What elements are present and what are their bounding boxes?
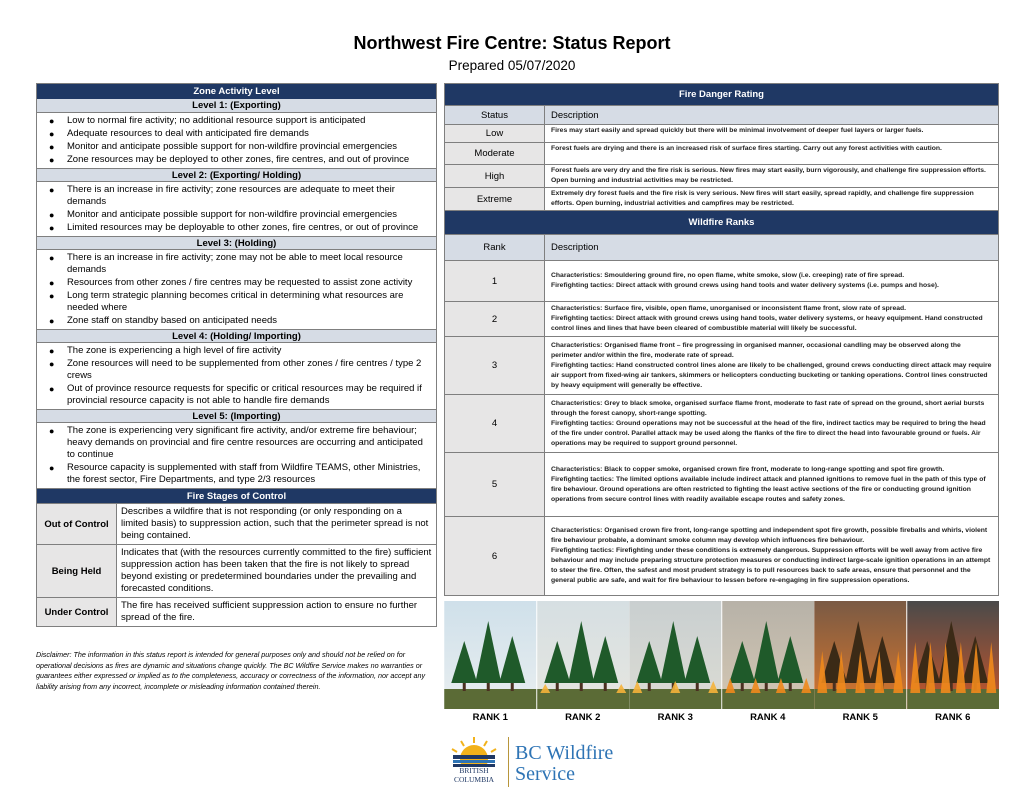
level-item-text: The zone is experiencing very significant fire activity, and/or extreme fire behaviour; heavy demands on provincial and fire centre resources are occurring and anticipated to continue	[67, 425, 423, 460]
rank-tactics: Firefighting tactics: Direct attack with ground crews using hand tools, water delivery systems, or heavy equipment. Hand constructed control lines and lines that have been cleared of combustible material will likely be successful.	[551, 315, 983, 332]
fire-stages-table	[37, 503, 436, 626]
rank-characteristics: Characteristics: Organised crown fire front, long-range spotting and independent spot fire growth, possible fireballs and whirls, violent fire behaviour probable, a dominant smoke column may develop which influences fire behaviour.	[551, 527, 988, 544]
rank-label: RANK 5	[842, 712, 878, 723]
zone-activity-panel	[36, 83, 437, 627]
rank-description	[545, 261, 998, 301]
bullet-icon: ●	[49, 359, 55, 369]
rank-row	[445, 452, 998, 516]
rank-number: 5	[445, 453, 545, 516]
level-item-list	[37, 423, 436, 488]
danger-status: Extreme	[445, 188, 545, 210]
bullet-icon: ●	[49, 291, 55, 301]
fire-danger-rows	[445, 124, 998, 210]
level-item-text: Out of province resource requests for specific or critical resources may be required if provincial resource capacity is not able to handle fire demands	[67, 383, 422, 406]
service-line1: BC Wildfire	[515, 742, 614, 764]
rank-description	[545, 395, 998, 452]
stage-description: The fire has received sufficient suppression action to ensure no further spread of the fire.	[121, 600, 418, 623]
rank-tactics: Firefighting tactics: Firefighting under these conditions is extremely dangerous. Suppression efforts will be well away from active fire behaviour and may include preparing structure protection measures or conducting indirect large-scale ignition operations in an attempt to steer the fire. Often, the safest and most prudent strategy is to pull resources back to safe areas, ensure that personnel and the general public are safe, and wait for fire behaviour to lessen before re-engaging in fire suppression operations.	[551, 547, 991, 584]
rank-number: 4	[445, 395, 545, 452]
british-columbia-text	[445, 767, 503, 784]
bullet-icon: ●	[49, 278, 55, 288]
level-item	[45, 290, 432, 314]
stage-row	[37, 544, 436, 597]
rank-label: RANK 6	[935, 712, 971, 723]
bullet-icon: ●	[49, 346, 55, 356]
level-item-text: Monitor and anticipate possible support for non-wildfire provincial emergencies	[67, 209, 398, 220]
danger-description: Extremely dry forest fuels and the fire risk is very serious. New fires will start easily, spread rapidly, and challenge fire suppression efforts. Open burning, industrial activities and campfires may be restricted.	[551, 190, 974, 207]
stage-name: Out of Control	[37, 504, 117, 544]
fire-stages-header: Fire Stages of Control	[37, 488, 436, 503]
bc-sun-logo-icon	[445, 735, 503, 767]
stage-name: Being Held	[37, 545, 117, 597]
level-item-list	[37, 250, 436, 329]
level-item-text: Monitor and anticipate possible support for non-wildfire provincial emergencies	[67, 141, 398, 152]
rank-row	[445, 336, 998, 394]
bullet-icon: ●	[49, 463, 55, 473]
bullet-icon: ●	[49, 129, 55, 139]
bullet-icon: ●	[49, 155, 55, 165]
rank-number: 6	[445, 517, 545, 595]
danger-description: Forest fuels are very dry and the fire risk is serious. New fires may start easily, burn vigorously, and challenge fire suppression efforts. Open burning and industrial activities may be restricted.	[551, 167, 986, 184]
level-item-list	[37, 182, 436, 236]
bullet-icon: ●	[49, 142, 55, 152]
danger-description: Fires may start easily and spread quickly but there will be minimal involvement of deeper fuel layers or larger fuels.	[551, 127, 924, 134]
danger-status: Low	[445, 125, 545, 142]
forest-fire-scene-icon	[814, 601, 907, 709]
level-item-list	[37, 113, 436, 168]
rank-number: 3	[445, 337, 545, 394]
rank-characteristics: Characteristics: Black to copper smoke, organised crown fire front, moderate to long-range spotting and spot fire growth.	[551, 465, 945, 473]
level-item	[45, 345, 432, 357]
danger-status: Moderate	[445, 143, 545, 164]
bullet-icon: ●	[49, 185, 55, 195]
wildfire-ranks-header: Wildfire Ranks	[445, 210, 998, 234]
stage-description: Describes a wildfire that is not responding (or only responding on a limited basis) to suppression action, such that the perimeter spread is not being contained.	[121, 506, 429, 541]
level-item-text: Zone resources may be deployed to other zones, fire centres, and out of province	[67, 154, 410, 165]
rank-characteristics: Characteristics: Smouldering ground fire, no open flame, white smoke, slow (i.e. creeping) rate of fire spread.	[551, 272, 905, 279]
stage-name: Under Control	[37, 598, 117, 626]
rank-row	[445, 394, 998, 452]
rank-scene	[444, 601, 537, 709]
rank-row	[445, 260, 998, 301]
bullet-icon: ●	[49, 253, 55, 263]
report-date: Prepared 05/07/2020	[448, 58, 576, 73]
rank-label: RANK 1	[472, 712, 508, 723]
level-item-list	[37, 343, 436, 409]
level-item	[45, 209, 432, 221]
fire-danger-col-headers	[445, 105, 998, 124]
level-title: Level 3: (Holding)	[37, 236, 436, 250]
level-item-text: There is an increase in fire activity; zone may not be able to meet local resource demands	[67, 252, 403, 275]
rank-scene	[629, 601, 722, 709]
level-item-text: Zone staff on standby based on anticipated needs	[67, 315, 278, 326]
level-item-text: The zone is experiencing a high level of fire activity	[67, 345, 282, 356]
bullet-icon: ●	[49, 223, 55, 233]
level-item	[45, 425, 432, 461]
rank-description	[545, 453, 998, 516]
forest-fire-scene-icon	[444, 601, 537, 709]
description-col-header: Description	[551, 110, 599, 121]
rank-description-col-header: Description	[551, 242, 599, 253]
rank-tactics: Firefighting tactics: Hand constructed control lines alone are likely to be challenged, ground crews conducting direct attack may require air support from fixed-wing air tankers, skimmers or helicopters conducting bucketing or tanking operations. Control lines constructed by heavy equipment will generally be effective.	[551, 361, 992, 389]
bullet-icon: ●	[49, 384, 55, 394]
rank-description	[545, 302, 998, 336]
level-item	[45, 462, 432, 486]
logo-divider	[508, 737, 509, 787]
level-item-text: Limited resources may be deployable to other zones, fire centres, or out of province	[67, 222, 419, 233]
level-item-text: Zone resources will need to be supplemented from other zones / fire centres / type 2 crews	[67, 358, 422, 381]
danger-description: Forest fuels are drying and there is an increased risk of surface fires starting. Carry out any forest activities with caution.	[551, 145, 942, 152]
rank-col-headers	[445, 234, 998, 260]
rank-characteristics: Characteristics: Organised flame front – fire progressing in organised manner, occasional candling may be observed along the perimeter and/or within the fire, moderate rate of spread.	[551, 341, 961, 359]
disclaimer: Disclaimer: The information in this status report is intended for general purposes only and should not be relied on for operational decisions as fires are dynamic and situations change quickly. The BC Wildfire Service makes no warranties or guarantees either expressed or implied as to the completeness, accuracy or correctness of the information, nor accept any liability arising from any incorrect, incomplete or misleading information contained therein.	[36, 650, 426, 691]
bullet-icon: ●	[49, 210, 55, 220]
danger-row	[445, 187, 998, 210]
rank-tactics: Firefighting tactics: Ground operations may not be successful at the head of the fire, indirect tactics may be required to bring the head of the fire under control. Parallel attack may be used along the flanks of the fire to direct the head into favourable ground or fuels. Air operations may be required to support ground personnel.	[551, 419, 986, 447]
level-item	[45, 252, 432, 276]
level-item	[45, 383, 432, 407]
danger-row	[445, 142, 998, 164]
rank-label: RANK 3	[657, 712, 693, 723]
level-item	[45, 315, 432, 327]
rank-scene	[722, 601, 815, 709]
level-item	[45, 115, 432, 127]
level-title: Level 5: (Importing)	[37, 409, 436, 423]
province-name: BRITISH COLUMBIA	[453, 766, 494, 784]
level-title: Level 1: (Exporting)	[37, 99, 436, 113]
rank-illustrations	[444, 601, 999, 709]
rank-label: RANK 4	[750, 712, 786, 723]
stage-description: Indicates that (with the resources currently committed to the fire) sufficient suppression action has been taken that the fire is not likely to spread beyond existing or predetermined boundaries under the prevailing and forecasted conditions.	[121, 547, 432, 594]
rank-description	[545, 517, 998, 595]
level-item-text: Resources from other zones / fire centres may be requested to assist zone activity	[67, 277, 413, 288]
forest-fire-scene-icon	[722, 601, 815, 709]
level-title: Level 2: (Exporting/ Holding)	[37, 168, 436, 182]
bc-wildfire-logo	[445, 735, 645, 790]
rank-scene	[537, 601, 630, 709]
forest-fire-scene-icon	[907, 601, 1000, 709]
rank-row	[445, 516, 998, 595]
wildfire-rank-rows	[445, 260, 998, 595]
stage-row	[37, 597, 436, 626]
service-name	[515, 743, 613, 785]
level-item-text: Long term strategic planning becomes critical in determining what resources are needed where	[67, 290, 404, 313]
rank-labels	[444, 712, 999, 723]
danger-row	[445, 164, 998, 187]
zone-activity-header: Zone Activity Level	[37, 84, 436, 99]
forest-fire-scene-icon	[629, 601, 722, 709]
rank-scene	[907, 601, 1000, 709]
rank-col-header: Rank	[445, 235, 545, 260]
rank-number: 1	[445, 261, 545, 301]
rank-scene	[814, 601, 907, 709]
level-item	[45, 184, 432, 208]
rank-label: RANK 2	[565, 712, 601, 723]
rank-description	[545, 337, 998, 394]
bullet-icon: ●	[49, 426, 55, 436]
rank-tactics: Firefighting tactics: The limited options available include indirect attack and planned ignitions to remove fuel in the path of this type of fire behaviour. Ground operations are often restricted to fighting the least active sections of the fire or conducting ground ignition operations from secure control lines with readily available escape routes and safety zones.	[551, 475, 986, 503]
rank-tactics: Firefighting tactics: Direct attack with ground crews using hand tools and water delivery systems (i.e. pumps and hose).	[551, 282, 939, 289]
fire-danger-header: Fire Danger Rating	[445, 84, 998, 105]
danger-row	[445, 124, 998, 142]
danger-status: High	[445, 165, 545, 187]
level-item	[45, 277, 432, 289]
stage-row	[37, 503, 436, 544]
level-item	[45, 358, 432, 382]
level-item-text: Low to normal fire activity; no additional resource support is anticipated	[67, 115, 366, 126]
zone-levels	[37, 99, 436, 488]
forest-fire-scene-icon	[537, 601, 630, 709]
level-title: Level 4: (Holding/ Importing)	[37, 329, 436, 343]
level-item-text: There is an increase in fire activity; zone resources are adequate to meet their demands	[67, 184, 395, 207]
level-item-text: Resource capacity is supplemented with staff from Wildfire TEAMS, other Ministries, the forest sector, Fire Departments, and type 2/3 resources	[67, 462, 421, 485]
level-item	[45, 128, 432, 140]
bullet-icon: ●	[49, 316, 55, 326]
status-col-header: Status	[445, 106, 545, 124]
level-item	[45, 222, 432, 234]
rank-row	[445, 301, 998, 336]
report-title: Northwest Fire Centre: Status Report	[353, 33, 671, 53]
service-line2: Service	[515, 763, 575, 785]
rank-number: 2	[445, 302, 545, 336]
right-panel	[444, 83, 999, 596]
rank-characteristics: Characteristics: Grey to black smoke, organised surface flame front, moderate to fast rate of spread on the ground, short aerial bursts through the forest canopy, short-range spotting.	[551, 399, 985, 417]
bullet-icon: ●	[49, 116, 55, 126]
level-item	[45, 141, 432, 153]
level-item-text: Adequate resources to deal with anticipated fire demands	[67, 128, 309, 139]
level-item	[45, 154, 432, 166]
rank-characteristics: Characteristics: Surface fire, visible, open flame, unorganised or inconsistent flame front, slow rate of spread.	[551, 305, 907, 312]
